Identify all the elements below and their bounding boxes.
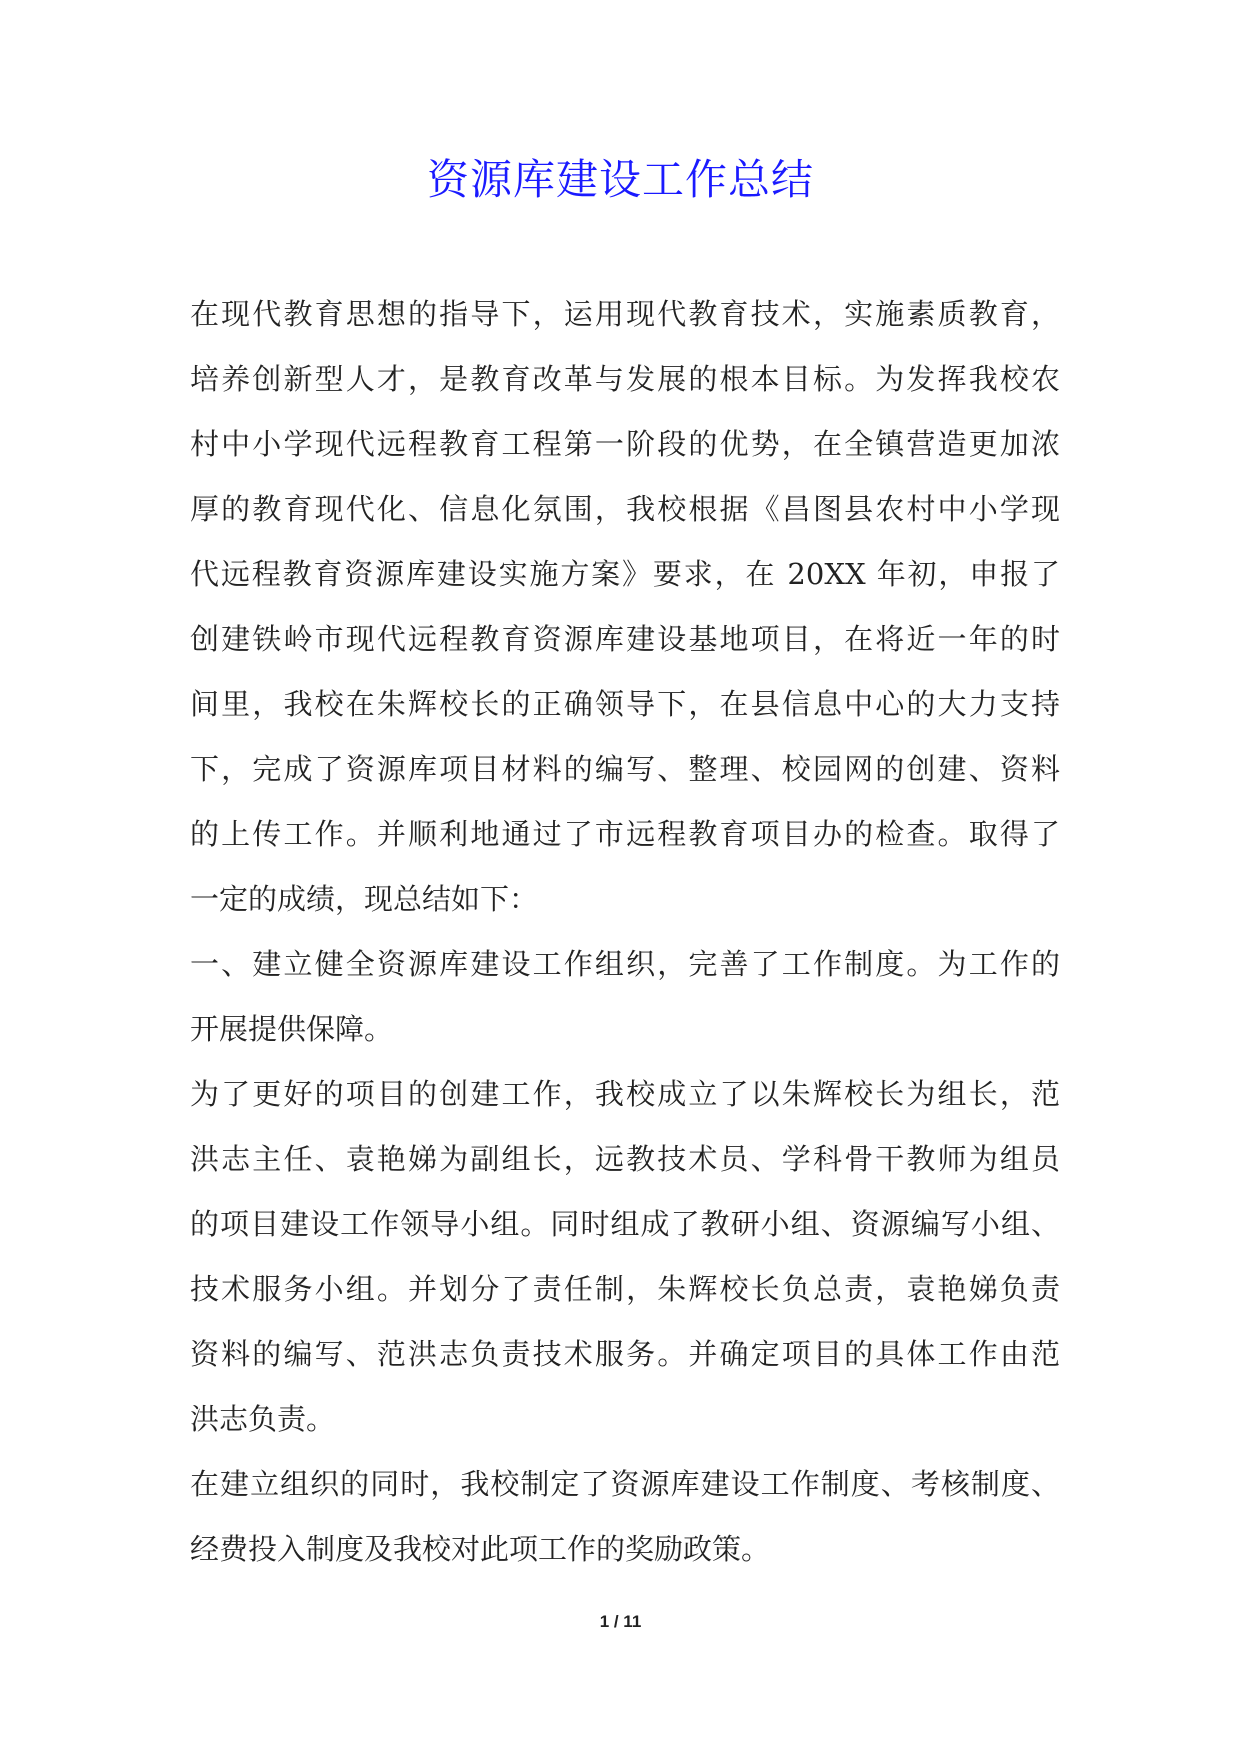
- body-line: 经费投入制度及我校对此项工作的奖励政策。: [190, 1532, 771, 1566]
- body-line: 的项目建设工作领导小组。同时组成了教研小组、资源编写小组、: [190, 1207, 1060, 1241]
- body-line: 洪志负责。: [190, 1402, 336, 1436]
- body-line: 的上传工作。并顺利地通过了市远程教育项目办的检查。取得了: [190, 817, 1060, 851]
- body-line: 在现代教育思想的指导下，运用现代教育技术，实施素质教育，: [190, 297, 1060, 331]
- body-line: 培养创新型人才，是教育改革与发展的根本目标。为发挥我校农: [190, 362, 1060, 396]
- body-line: 在建立组织的同时，我校制定了资源库建设工作制度、考核制度、: [190, 1467, 1060, 1501]
- body-line: 间里，我校在朱辉校长的正确领导下，在县信息中心的大力支持: [190, 687, 1060, 721]
- body-line: 村中小学现代远程教育工程第一阶段的优势，在全镇营造更加浓: [190, 427, 1060, 461]
- body-line: 洪志主任、袁艳娣为副组长，远教技术员、学科骨干教师为组员: [190, 1142, 1060, 1176]
- body-line: 一定的成绩，现总结如下：: [190, 882, 539, 916]
- body-line: 资料的编写、范洪志负责技术服务。并确定项目的具体工作由范: [190, 1337, 1060, 1371]
- body-line: 技术服务小组。并划分了责任制，朱辉校长负总责，袁艳娣负责: [190, 1272, 1060, 1306]
- body-line: 代远程教育资源库建设实施方案》要求，在 20XX 年初，申报了: [190, 557, 1060, 591]
- document-body: [190, 282, 1060, 1582]
- section-heading-line: 一、建立健全资源库建设工作组织，完善了工作制度。为工作的: [190, 947, 1060, 981]
- body-line: 为了更好的项目的创建工作，我校成立了以朱辉校长为组长，范: [190, 1077, 1060, 1111]
- body-line: 下，完成了资源库项目材料的编写、整理、校园网的创建、资料: [190, 752, 1060, 786]
- page-number: 1 / 11: [599, 1612, 642, 1631]
- body-line: 创建铁岭市现代远程教育资源库建设基地项目，在将近一年的时: [190, 622, 1060, 656]
- body-line: 厚的教育现代化、信息化氛围，我校根据《昌图县农村中小学现: [190, 492, 1060, 526]
- document-title: 资源库建设工作总结: [426, 155, 814, 204]
- section-heading-line: 开展提供保障。: [190, 1012, 394, 1046]
